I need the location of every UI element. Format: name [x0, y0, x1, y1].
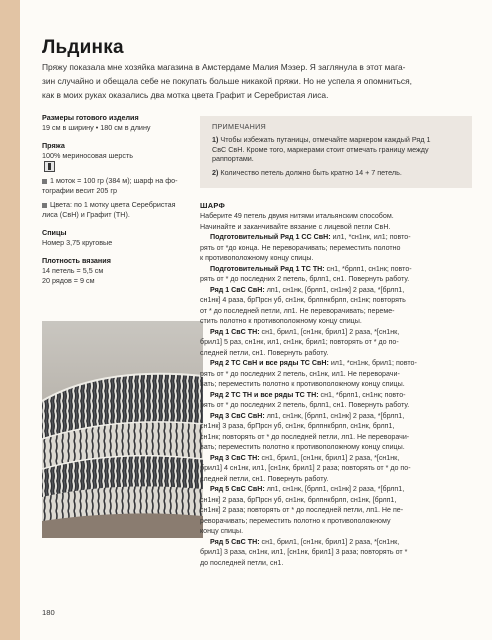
- note-line: Количество петель должно быть кратно 14 + 7 петель.: [220, 168, 402, 177]
- pattern-lines: [200, 211, 475, 568]
- pattern-line: [200, 484, 475, 495]
- pattern-line: [200, 400, 475, 411]
- needles-text: Номер 3,75 круговые: [42, 238, 113, 247]
- row-text: ил1, *сн1нк, брил1; повто-: [328, 359, 417, 367]
- row-text: сн1, брил1, [сн1нк, брил1] 2 раза, *[сн1нк,: [259, 453, 400, 462]
- row-text: лп1, сн1нк, [брлп1, сн1нк] 2 раза, *[брлп1,: [264, 411, 405, 420]
- row-text: рять от *до конца. Не переворачивать; переместить полотно: [200, 243, 401, 252]
- row-text: ил1, *сн1нк, ил1; повто-: [330, 233, 411, 241]
- bullet-icon: [42, 179, 47, 184]
- needles-block: [42, 228, 202, 248]
- row-text: брил1] 3 раза, сн1нк, ил1, [сн1нк, брил1] 3 раза; повторять от *: [200, 548, 408, 556]
- row-text: следней петли, сн1. Повернуть работу.: [200, 348, 329, 357]
- gauge-heading: Плотность вязания: [42, 256, 111, 265]
- row-text: сн1нк] 4 раза, брПрсн уб, сн1нк, брлпнкбрлп, сн1нк; повторять: [200, 296, 406, 304]
- yarn-skein: [42, 176, 202, 196]
- row-text: от * до последней петли, лп1. Не переворачивать; переме-: [200, 306, 395, 315]
- pattern-line: [200, 232, 475, 243]
- pattern-line: [200, 390, 475, 401]
- row-label: Ряд 5 СвС ТН:: [210, 537, 260, 546]
- row-label: Ряд 1 СвС ТН:: [210, 327, 260, 336]
- row-text: стить полотно к противоположному концу спицы.: [200, 317, 362, 325]
- row-text: сн1нк; повторять от * до последней петли, лп1. Не переворачи-: [200, 432, 410, 441]
- row-text: к противоположному концу спицы.: [200, 254, 314, 262]
- row-text: рять от * до последних 2 петель, сн1нк, ил1. Не переворачи-: [200, 369, 400, 378]
- pattern-line: [200, 327, 475, 338]
- row-text: до последней петли, сн1.: [200, 558, 284, 567]
- row-text: Начинайте и заканчивайте вязание с лицевой петли СвН.: [200, 222, 391, 231]
- pattern-line: [200, 442, 475, 453]
- note-1: [212, 135, 464, 164]
- pattern-line: [200, 379, 475, 390]
- gauge-line: 14 петель = 5,5 см: [42, 266, 104, 275]
- row-text: сн1, брил1, [сн1нк, брил1] 2 раза, *[сн1нк,: [259, 537, 400, 546]
- sizes-block: [42, 113, 202, 133]
- pattern-line: [200, 547, 475, 558]
- row-label: Подготовительный Ряд 1 ТС ТН:: [210, 264, 325, 273]
- needles-heading: Спицы: [42, 228, 67, 237]
- row-label: Ряд 2 ТС СвН и все ряды ТС СвН:: [210, 359, 329, 367]
- pattern-line: [200, 337, 475, 348]
- yarn-weight-icon: [44, 161, 55, 172]
- row-text: реворачивать; переместить полотно к противоположному: [200, 516, 391, 525]
- pattern-line: [200, 495, 475, 506]
- row-text: сн1, *брлп1, сн1нк; повто-: [324, 264, 412, 273]
- yarn-composition: 100% мериносовая шерсть: [42, 151, 133, 160]
- intro-line: как в моих руках оказались два мотка цвета Графит и Серебристая лиса.: [42, 90, 329, 100]
- scarf-photo: [42, 321, 203, 538]
- row-label: Ряд 5 СвС СвН:: [210, 485, 265, 493]
- yarn-skein-line: тографии весит 205 гр: [42, 186, 118, 195]
- row-text: лп1, сн1нк, [брлп1, сн1нк] 2 раза, *[брлп1,: [264, 485, 405, 493]
- page-title: Льдинка: [42, 37, 124, 58]
- pattern-line: [200, 222, 475, 233]
- pattern-line: [200, 274, 475, 285]
- pattern-line: [200, 316, 475, 327]
- yarn-colors-line: Цвета: по 1 мотку цвета Серебристая: [50, 200, 176, 209]
- pattern-line: [200, 453, 475, 464]
- row-text: сн1, брил1, [сн1нк, брил1] 2 раза, *[сн1нк,: [259, 327, 400, 336]
- yarn-colors: [42, 200, 202, 220]
- pattern-line: [200, 358, 475, 369]
- specs-column: [42, 113, 202, 294]
- pattern-line: [200, 421, 475, 432]
- yarn-composition-line: [42, 151, 202, 172]
- intro-paragraph: [42, 60, 472, 102]
- note-number: 1): [212, 135, 219, 144]
- pattern-title: ШАРФ: [200, 201, 226, 210]
- row-text: брил1] 4 сн1нк, ил1, [сн1нк, брил1] 2 раза; повторять от * до по-: [200, 464, 411, 472]
- page-number: 180: [42, 608, 55, 617]
- pattern-line: [200, 463, 475, 474]
- row-label: Ряд 3 СвС ТН:: [210, 453, 260, 462]
- yarn-skein-line: 1 моток = 100 гр (384 м); шарф на фо-: [50, 176, 178, 185]
- note-line: Чтобы избежать путаницы, отмечайте маркером каждый Ряд 1: [220, 135, 431, 144]
- row-text: сн1, *брлп1, сн1нк; повто-: [318, 390, 406, 399]
- row-text: вать; переместить полотно к противоположному концу спицы.: [200, 443, 405, 451]
- yarn-heading: Пряжа: [42, 141, 65, 150]
- pattern-line: [200, 211, 475, 222]
- pattern-line: [200, 411, 475, 422]
- knitted-scarf-image: [42, 321, 203, 538]
- row-text: Наберите 49 петель двумя нитями итальянским способом.: [200, 212, 394, 220]
- pattern-line: [200, 558, 475, 569]
- row-label: Ряд 2 ТС ТН и все ряды ТС ТН:: [210, 390, 319, 399]
- side-color-band: [0, 0, 20, 640]
- pattern-line: [200, 432, 475, 443]
- row-text: концу спицы.: [200, 527, 244, 535]
- row-text: рять от * до последних 2 петель, брлп1, сн1. Повернуть работу.: [200, 401, 410, 409]
- pattern-line: [200, 348, 475, 359]
- pattern-line: [200, 516, 475, 527]
- row-label: Ряд 1 СвС СвН:: [210, 285, 265, 294]
- row-text: брил1] 5 раз, сн1нк, ил1, сн1нк, брил1; повторять от * до по-: [200, 338, 399, 346]
- top-margin: [20, 0, 492, 22]
- note-number: 2): [212, 168, 219, 177]
- row-text: рять от * до последних 2 петель, брлп1, сн1. Повернуть работу.: [200, 275, 410, 283]
- notes-title: ПРИМЕЧАНИЯ: [212, 122, 267, 131]
- row-label: Ряд 3 СвС СвН:: [210, 411, 265, 420]
- notes-box: [200, 116, 472, 188]
- pattern-line: [200, 505, 475, 516]
- pattern-line: [200, 306, 475, 317]
- intro-line: Пряжу показала мне хозяйка магазина в Амстердаме Малия Мэзер. Я заглянула в этот мага-: [42, 62, 406, 72]
- pattern-line: [200, 526, 475, 537]
- pattern-line: [200, 537, 475, 548]
- note-line: СвС СвН. Кроме того, маркерами стоит отмечать границу между: [212, 144, 429, 154]
- pattern-line: [200, 474, 475, 485]
- sizes-heading: Размеры готового изделия: [42, 113, 139, 122]
- sizes-text: 19 см в ширину • 180 см в длину: [42, 123, 151, 132]
- gauge-block: [42, 256, 202, 286]
- yarn-block: [42, 141, 202, 220]
- row-text: следней петли, сн1. Повернуть работу.: [200, 474, 329, 483]
- row-text: вать; переместить полотно к противоположному концу спицы.: [200, 380, 405, 388]
- yarn-colors-line: лиса (СвН) и Графит (ТН).: [42, 210, 130, 219]
- note-line: раппортами.: [212, 154, 254, 163]
- row-text: сн1нк] 2 раза, брПрсн уб, сн1нк, брлпнкбрлп, сн1нк, [брлп1,: [200, 495, 397, 504]
- row-text: сн1нк] 3 раза, брПрсн уб, сн1нк, брлпнкбрлп, сн1нк, брлп1,: [200, 422, 395, 430]
- pattern-line: [200, 264, 475, 275]
- pattern-line: [200, 285, 475, 296]
- row-text: лп1, сн1нк, [брлп1, сн1нк] 2 раза, *[брлп1,: [264, 285, 405, 294]
- row-text: сн1нк] 2 раза; повторять от * до последней петли, лп1. Не пе-: [200, 506, 404, 514]
- gauge-line: 20 рядов = 9 см: [42, 276, 95, 285]
- bullet-icon: [42, 203, 47, 208]
- pattern-line: [200, 295, 475, 306]
- row-label: Подготовительный Ряд 1 СС СвН:: [210, 233, 331, 241]
- pattern-line: [200, 243, 475, 254]
- pattern-line: [200, 253, 475, 264]
- intro-line: зин случайно и обещала себе не покупать больше никакой пряжи. Но не успела я опомниться,: [42, 76, 412, 86]
- pattern-instructions: [200, 201, 475, 568]
- note-2: [212, 168, 402, 178]
- pattern-line: [200, 369, 475, 380]
